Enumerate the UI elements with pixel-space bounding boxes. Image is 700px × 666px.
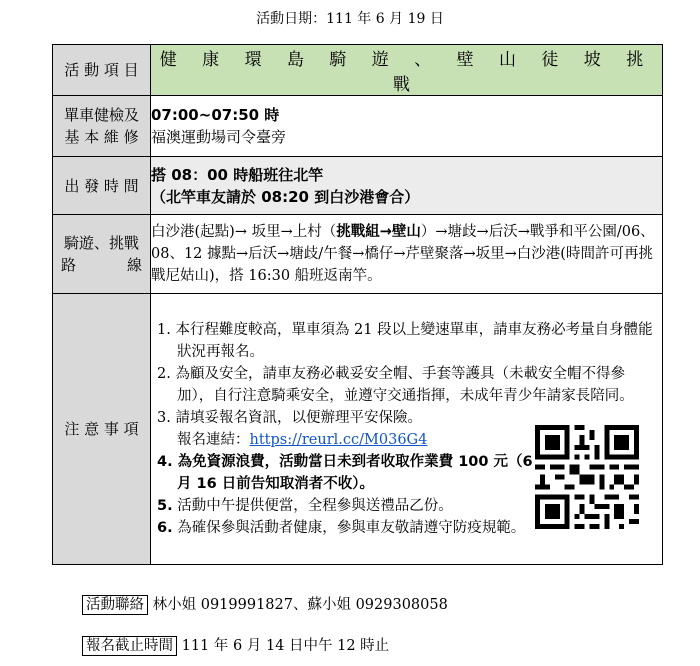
contact-line bbox=[82, 593, 448, 614]
route-label-line2 bbox=[53, 254, 150, 276]
bike-check-cell bbox=[151, 96, 663, 157]
activity-label: 活 動 項 目 bbox=[53, 45, 151, 96]
note-item-1: 1. 本行程難度較高，單車須為 21 段以上變速單車，請車友務必考量自身體能狀況再報名。 bbox=[157, 322, 653, 360]
route-label-char-b: 線 bbox=[126, 256, 142, 274]
route-text-part2: ）→塘歧→后沃→戰爭和平公園/06、08、12 據點→后沃→塘歧/午餐→橋仔→芹壁聚落→坂里→白沙港(時間許可再挑戰尼姑山)，搭 16:30 船班返南竿。 bbox=[151, 224, 655, 284]
note-item-2: 2. 為顧及安全，請車友務必載妥安全帽、手套等護具（未載安全帽不得參加），自行注意騎乘安全，並遵守交通指揮，未成年青少年請家長陪同。 bbox=[157, 366, 634, 404]
contact-text: 林小姐 0919991827、蘇小姐 0929308058 bbox=[152, 597, 448, 613]
bike-check-label-line2: 基 本 維 修 bbox=[64, 128, 139, 146]
route-text-bold: 挑戰組→壁山 bbox=[336, 224, 421, 240]
notes-label: 注 意 事 項 bbox=[53, 294, 151, 565]
departure-line2: （北竿車友請於 08:20 到白沙港會合） bbox=[151, 187, 420, 206]
qr-code-icon[interactable] bbox=[535, 425, 639, 529]
bike-check-label-line1: 單車健檢及 bbox=[63, 106, 139, 124]
contact-label: 活動聯絡 bbox=[82, 595, 148, 615]
signup-link-label: 報名連結： bbox=[177, 432, 250, 448]
deadline-label: 報名截止時間 bbox=[82, 636, 177, 656]
departure-cell bbox=[151, 157, 663, 215]
route-text-part1: 白沙港(起點)→ 坂里→上村（ bbox=[151, 224, 337, 240]
event-date: 活動日期：111 年 6 月 19 日 bbox=[256, 11, 444, 27]
note-item-3: 3. 請填妥報名資訊，以便辦理平安保險。 報名連結：https://reurl.cc/M036G4 bbox=[157, 410, 428, 448]
bike-check-place: 福澳運動場司令臺旁 bbox=[151, 128, 287, 146]
activity-title: 健 康 環 島 騎 遊 、 壁 山 徒 坡 挑 戰 bbox=[151, 45, 663, 96]
bike-check-time: 07:00~07:50 時 bbox=[151, 106, 280, 124]
bike-check-label bbox=[53, 96, 151, 157]
deadline-text: 111 年 6 月 14 日中午 12 時止 bbox=[181, 638, 390, 654]
departure-line1: 搭 08：00 時船班往北竿 bbox=[151, 165, 324, 184]
route-cell bbox=[151, 215, 663, 294]
note-item-4: 4. 為免資源浪費，活動當日未到者收取作業費 100 元（6 月 16 日前告知取消者不收）。 bbox=[157, 454, 533, 492]
signup-link[interactable]: https://reurl.cc/M036G4 bbox=[249, 432, 428, 448]
route-label-char-a: 路 bbox=[61, 256, 77, 274]
departure-label: 出 發 時 間 bbox=[53, 157, 151, 215]
route-label-line1: 騎遊、挑戰 bbox=[63, 234, 139, 252]
deadline-line bbox=[82, 634, 389, 655]
route-label bbox=[53, 215, 151, 294]
note-item-6: 6. 為確保參與活動者健康，參與車友敬請遵守防疫規範。 bbox=[157, 520, 526, 536]
note-item-5: 5. 活動中午提供便當，全程參與送禮品乙份。 bbox=[157, 498, 453, 514]
